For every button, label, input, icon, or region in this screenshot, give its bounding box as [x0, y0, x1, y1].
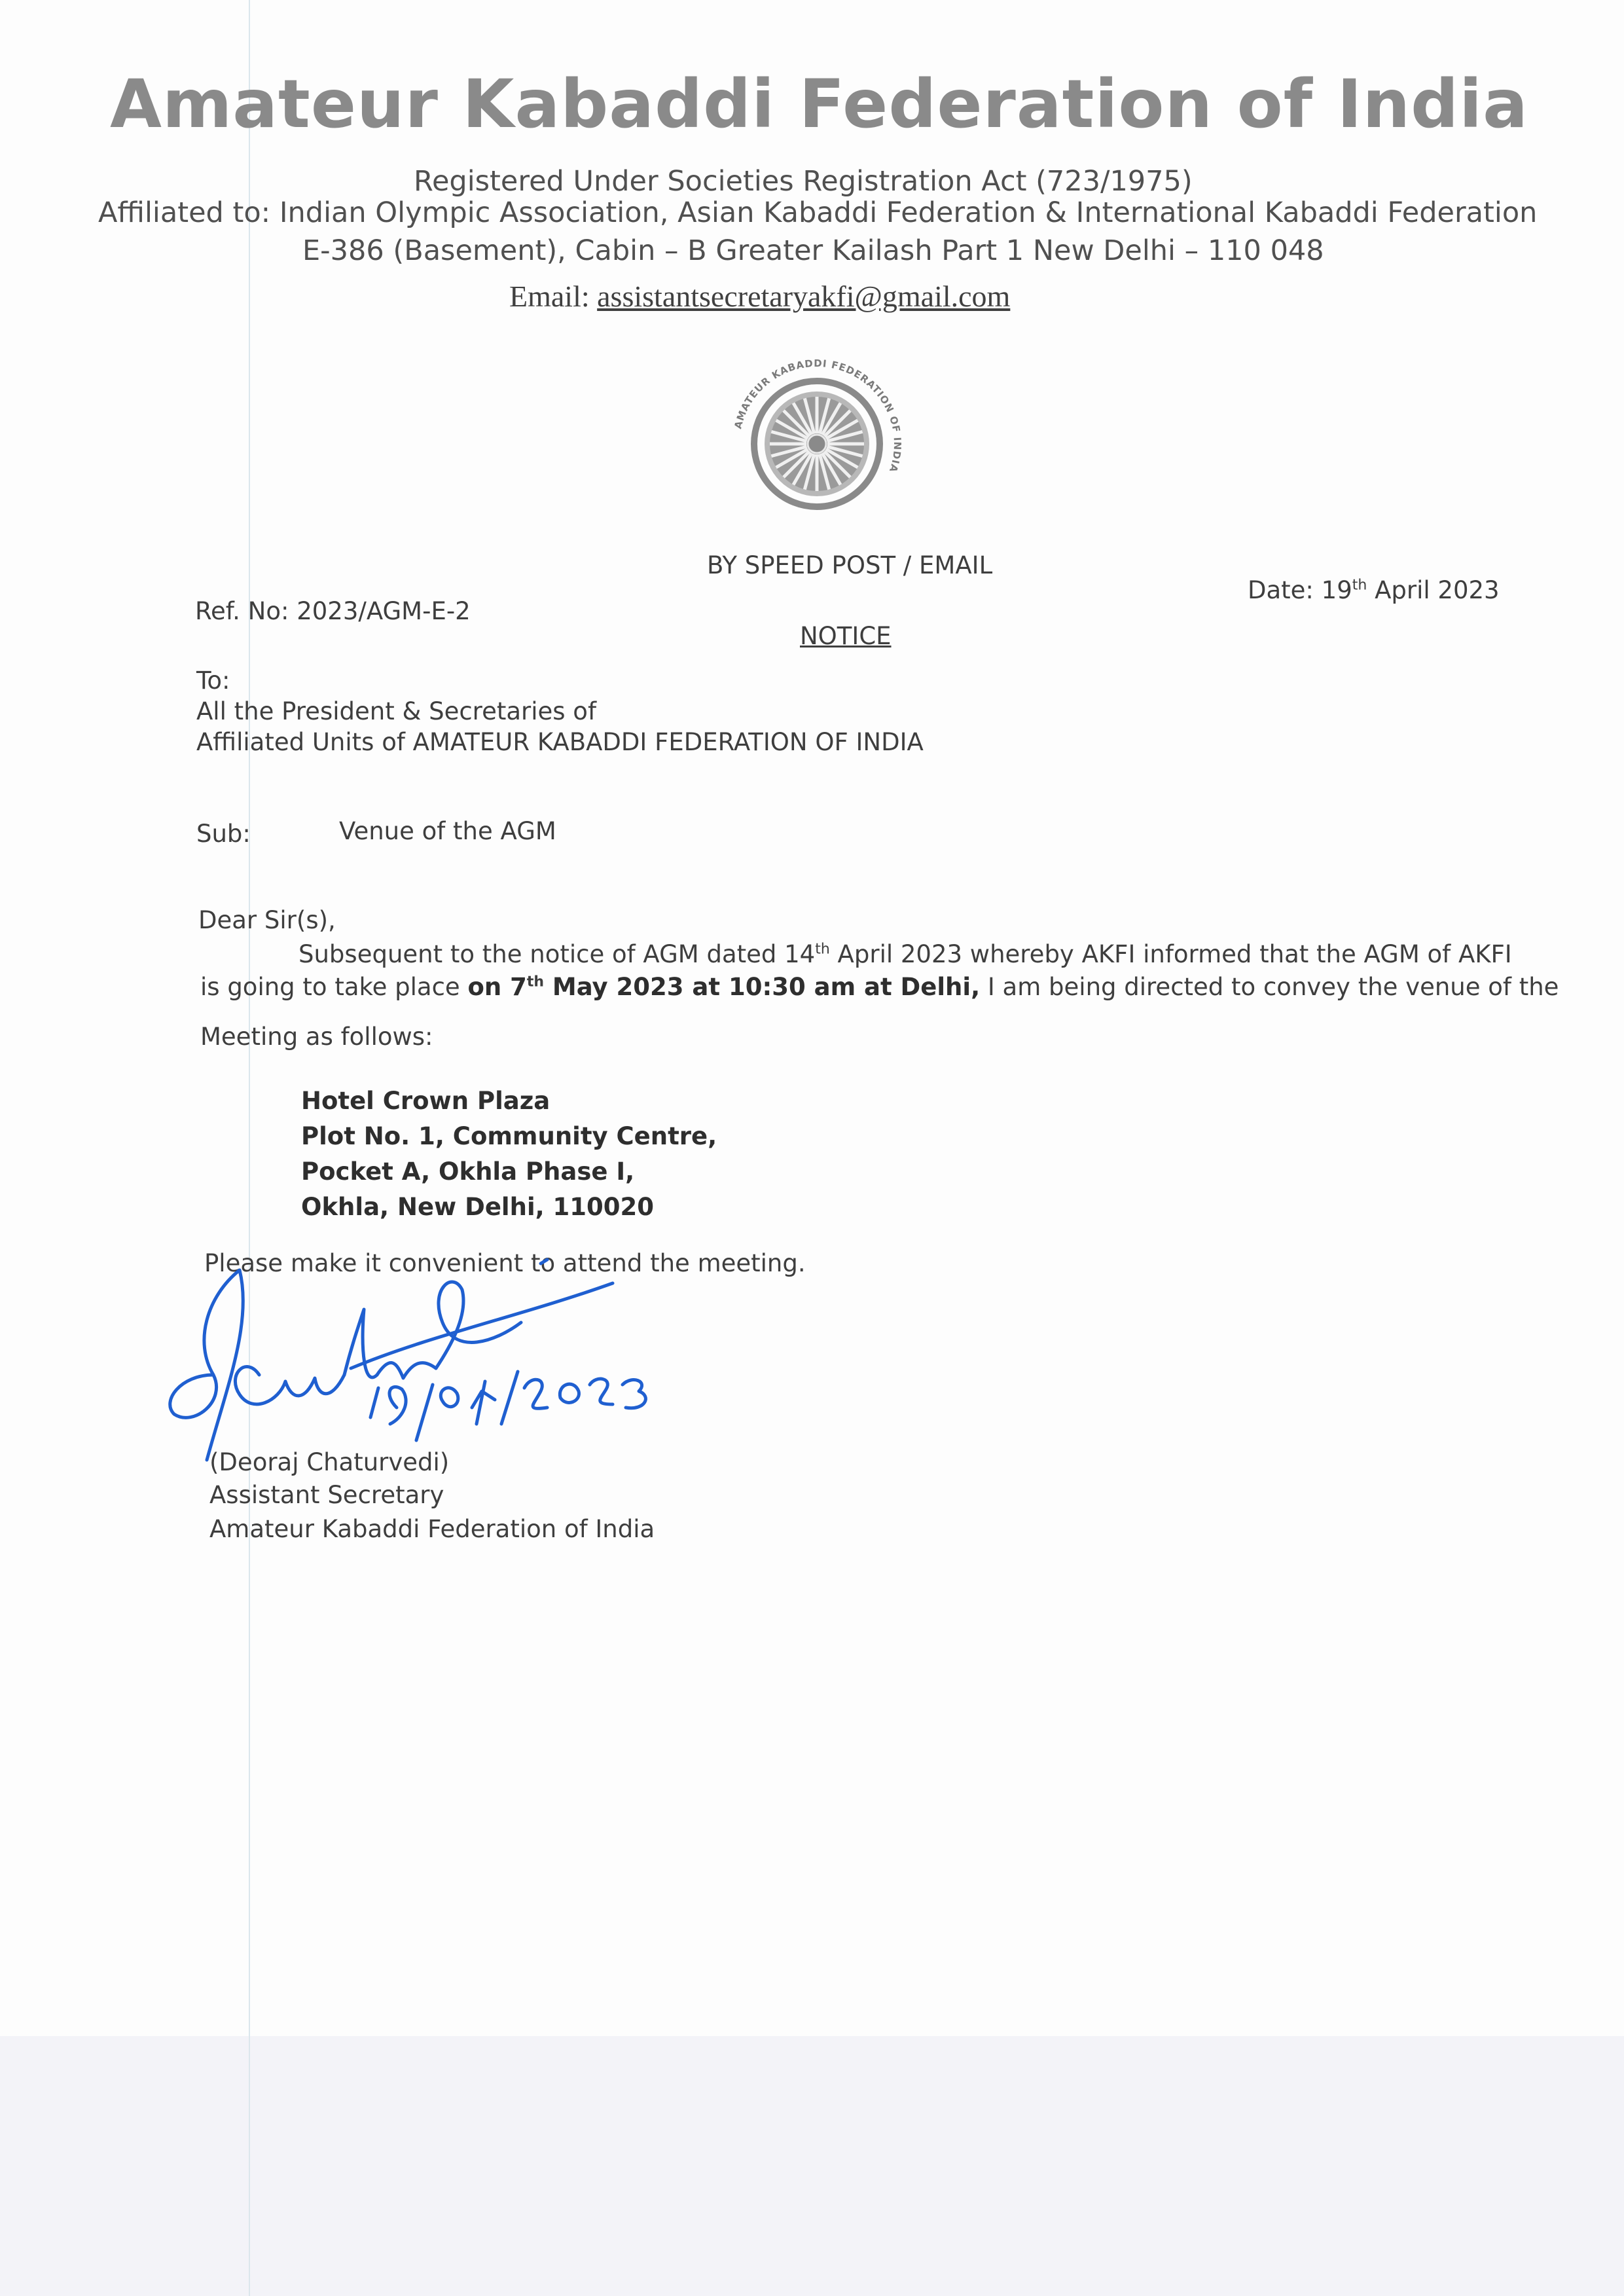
wheel-emblem-icon	[719, 346, 915, 542]
registration-line: Registered Under Societies Registration Act (723/1975)	[414, 165, 1193, 198]
handwritten-signature	[154, 1244, 691, 1480]
email-link[interactable]: assistantsecretaryakfi@gmail.com	[597, 280, 1011, 313]
notice-title: NOTICE	[800, 622, 892, 650]
email-label: Email:	[509, 280, 590, 313]
venue-line-1: Hotel Crown Plaza	[301, 1087, 550, 1115]
org-name: Amateur Kabaddi Federation of India	[110, 65, 1528, 143]
subject-text: Venue of the AGM	[339, 817, 556, 845]
scan-line	[249, 0, 250, 2296]
emblem-text: AMATEUR KABADDI FEDERATION OF INDIA	[732, 357, 904, 475]
body-paragraph-line-2: is going to take place on 7th May 2023 at 10:30 am at Delhi, I am being directed to convey the venue of the	[200, 973, 1559, 1001]
dispatch-mode: BY SPEED POST / EMAIL	[707, 551, 993, 579]
reference-number: Ref. No: 2023/AGM-E-2	[195, 597, 471, 625]
signatory-name: (Deoraj Chaturvedi)	[209, 1448, 450, 1476]
letter-date: Date: 19th April 2023	[1248, 576, 1500, 604]
venue-line-3: Pocket A, Okhla Phase I,	[301, 1157, 635, 1186]
signatory-title: Assistant Secretary	[209, 1481, 444, 1509]
salutation: Dear Sir(s),	[198, 906, 336, 934]
body-paragraph-line-1: Subsequent to the notice of AGM dated 14th April 2023 whereby AKFI informed that the AGM of AKFI	[298, 940, 1512, 968]
closing-line: Please make it convenient to attend the meeting.	[204, 1249, 806, 1277]
signatory-org: Amateur Kabaddi Federation of India	[209, 1515, 655, 1543]
recipient-line-1: All the President & Secretaries of	[196, 697, 596, 725]
subject-label: Sub:	[196, 820, 251, 848]
affiliation-line: Affiliated to: Indian Olympic Association, Asian Kabaddi Federation & International Kabaddi Federation	[98, 196, 1538, 229]
body-paragraph-line-3: Meeting as follows:	[200, 1023, 433, 1051]
email-line	[509, 279, 1010, 314]
venue-line-4: Okhla, New Delhi, 110020	[301, 1193, 655, 1221]
venue-line-2: Plot No. 1, Community Centre,	[301, 1122, 717, 1150]
address-line: E-386 (Basement), Cabin – B Greater Kailash Part 1 New Delhi – 110 048	[302, 234, 1324, 267]
scan-shade	[0, 2036, 1624, 2296]
recipient-line-2: Affiliated Units of AMATEUR KABADDI FEDERATION OF INDIA	[196, 728, 924, 756]
to-label: To:	[196, 666, 230, 695]
